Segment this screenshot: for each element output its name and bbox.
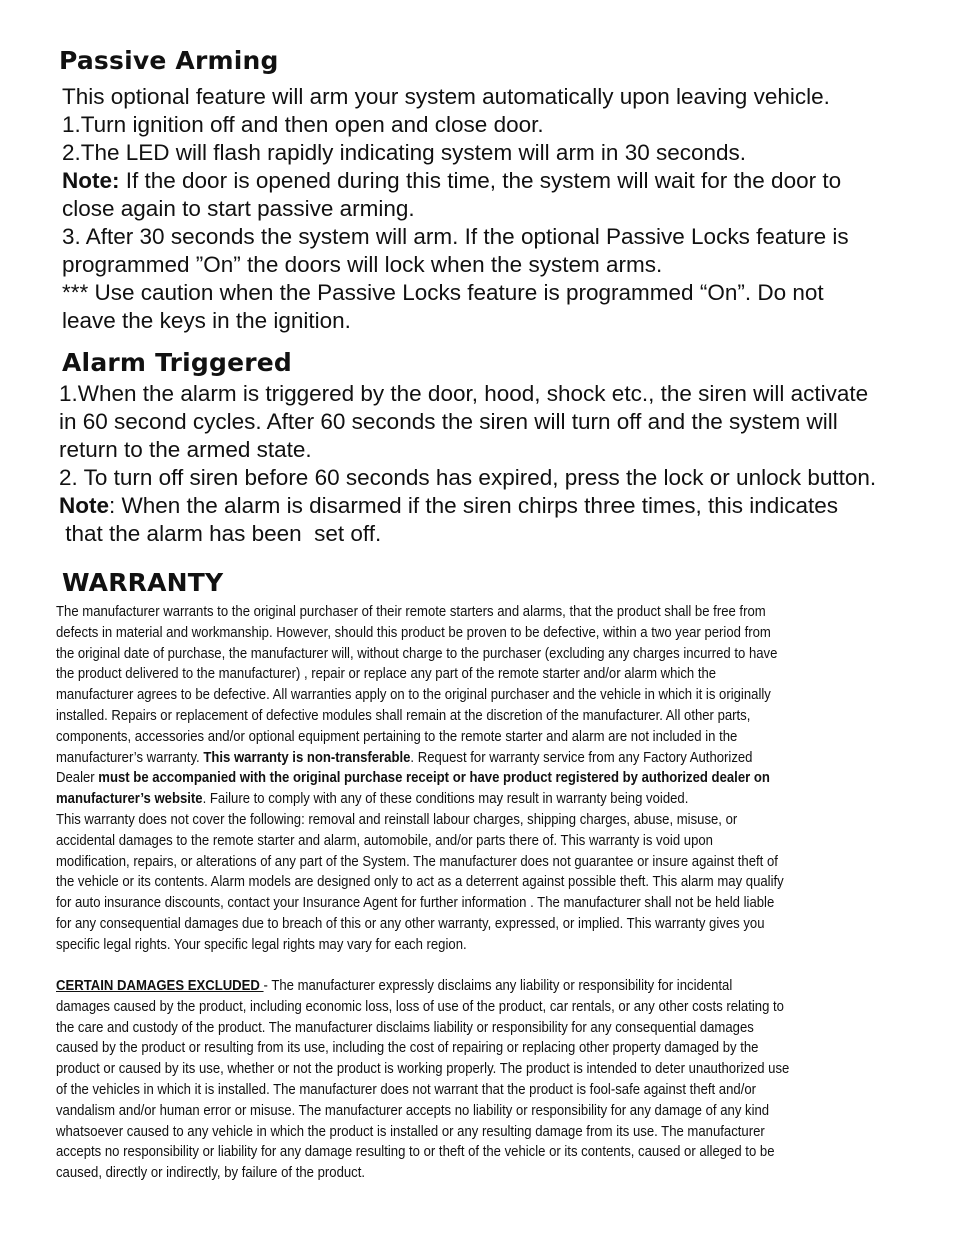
warranty-heading: WARRANTY — [62, 568, 224, 597]
warranty-line-11: This warranty does not cover the following: removal and reinstall labour charges, shipping charges, abuse, misuse, or — [56, 811, 738, 828]
warranty-body — [56, 602, 784, 956]
warranty-text: . Failure to comply with any of these conditions may result in warranty being voided. — [202, 791, 689, 808]
warranty-line-3: the original date of purchase, the manufacturer will, without charge to the purchaser (excluding any charges incurred to have — [56, 645, 778, 662]
passive-line-9: leave the keys in the ignition. — [62, 308, 351, 333]
warranty-line-17: specific legal rights. Your specific legal rights may vary for each region. — [56, 936, 467, 953]
damages-line-10: caused, directly or indirectly, by failure of the product. — [56, 1165, 366, 1182]
alarm-triggered-body — [59, 380, 876, 548]
warranty-line-10 — [56, 789, 784, 810]
warranty-line-15: for auto insurance discounts, contact your Insurance Agent for further information . The manufacturer shall not be held liable — [56, 895, 775, 912]
warranty-line-9 — [56, 768, 784, 789]
damages-excluded-heading: CERTAIN DAMAGES EXCLUDED — [56, 978, 264, 994]
damages-line-7: vandalism and/or human error or misuse. The manufacturer accepts no liability or responsibility for any damage of any kind — [56, 1102, 770, 1119]
warranty-line-13: modification, repairs, or alterations of any part of the System. The manufacturer does not guarantee or insure against theft of — [56, 853, 778, 870]
non-transferable-notice: This warranty is non-transferable — [203, 749, 411, 766]
passive-note-text: If the door is opened during this time, the system will wait for the door to — [119, 168, 842, 193]
alarm-line-3: return to the armed state. — [59, 437, 312, 462]
warranty-line-2: defects in material and workmanship. However, should this product be proven to be defective, within a two year period from — [56, 624, 771, 641]
warranty-line-4: the product delivered to the manufacturer) , repair or replace any part of the remote starter and/or alarm which the — [56, 666, 717, 683]
alarm-note-text: : When the alarm is disarmed if the siren chirps three times, this indicates — [109, 493, 839, 518]
warranty-line-7: components, accessories and/or optional equipment pertaining to the remote starter and alarm are not included in the — [56, 728, 738, 745]
warranty-line-8 — [56, 748, 784, 769]
damages-excluded-body — [56, 976, 789, 1184]
receipt-requirement: must be accompanied with the original purchase receipt or have product registered by authorized dealer on — [98, 770, 770, 787]
alarm-line-5 — [59, 492, 876, 520]
passive-line-6: 3. After 30 seconds the system will arm. If the optional Passive Locks feature is — [62, 224, 849, 249]
note-label: Note — [59, 493, 109, 518]
warranty-line-12: accidental damages to the remote starter and alarm, automobile, and/or parts there of. This warranty is void upon — [56, 832, 713, 849]
warranty-text: manufacturer’s warranty. — [56, 749, 204, 766]
warranty-text: . Request for warranty service from any Factory Authorized — [410, 749, 753, 766]
alarm-line-4: 2. To turn off siren before 60 seconds has expired, press the lock or unlock button. — [59, 465, 877, 490]
passive-line-1: This optional feature will arm your system automatically upon leaving vehicle. — [62, 84, 830, 109]
alarm-line-2: in 60 second cycles. After 60 seconds the siren will turn off and the system will — [59, 409, 838, 434]
damages-line-6: of the vehicles in which it is installed. The manufacturer does not warrant that the product is fool-safe against theft and/or — [56, 1081, 757, 1098]
damages-line-4: caused by the product or resulting from its use, including the cost of repairing or replacing other property damaged by the — [56, 1040, 759, 1057]
passive-line-5: close again to start passive arming. — [62, 196, 415, 221]
passive-line-4 — [62, 167, 849, 195]
passive-line-8: *** Use caution when the Passive Locks feature is programmed “On”. Do not — [62, 280, 824, 305]
passive-arming-body — [62, 83, 849, 335]
damages-line-3: the care and custody of the product. The manufacturer disclaims liability or responsibility for any consequential damages — [56, 1019, 754, 1036]
alarm-line-6: that the alarm has been set off. — [59, 521, 382, 546]
damages-line-9: accepts no responsibility or liability for any damage resulting to or theft of the vehicle or its contents, caused or alleged to be — [56, 1144, 775, 1161]
warranty-text: Dealer — [56, 770, 99, 787]
alarm-line-1: 1.When the alarm is triggered by the door, hood, shock etc., the siren will activate — [59, 381, 869, 406]
warranty-line-5: manufacturer agrees to be defective. All warranties apply on to the original purchaser and the vehicle in which it is originally — [56, 687, 771, 704]
passive-arming-heading: Passive Arming — [59, 46, 279, 75]
website-requirement: manufacturer’s website — [56, 791, 203, 808]
damages-text: - The manufacturer expressly disclaims any liability or responsibility for incidental — [263, 978, 733, 994]
damages-line-1 — [56, 976, 789, 997]
warranty-line-6: installed. Repairs or replacement of defective modules shall remain at the discretion of the manufacturer. All other parts, — [56, 707, 751, 724]
damages-line-5: product or caused by its use, whether or not the product is working properly. The product is intended to deter unauthorized use — [56, 1061, 790, 1078]
warranty-line-1: The manufacturer warrants to the original purchaser of their remote starters and alarms, that the product shall be free from — [56, 604, 766, 620]
passive-line-7: programmed ”On” the doors will lock when the system arms. — [62, 252, 663, 277]
passive-line-3: 2.The LED will flash rapidly indicating system will arm in 30 seconds. — [62, 140, 747, 165]
passive-line-2: 1.Turn ignition off and then open and close door. — [62, 112, 544, 137]
note-label: Note: — [62, 168, 120, 193]
damages-line-2: damages caused by the product, including economic loss, loss of use of the product, car rentals, or any other costs relating to — [56, 998, 784, 1015]
alarm-triggered-heading: Alarm Triggered — [62, 348, 293, 377]
damages-line-8: whatsoever caused to any vehicle in which the product is installed or any resulting damage from its use. The manufacturer — [56, 1123, 765, 1140]
warranty-line-14: the vehicle or its contents. Alarm models are designed only to act as a deterrent against possible theft. This alarm may qualify — [56, 874, 784, 891]
warranty-line-16: for any consequential damages due to breach of this or any other warranty, expressed, or implied. This warranty gives you — [56, 915, 765, 932]
